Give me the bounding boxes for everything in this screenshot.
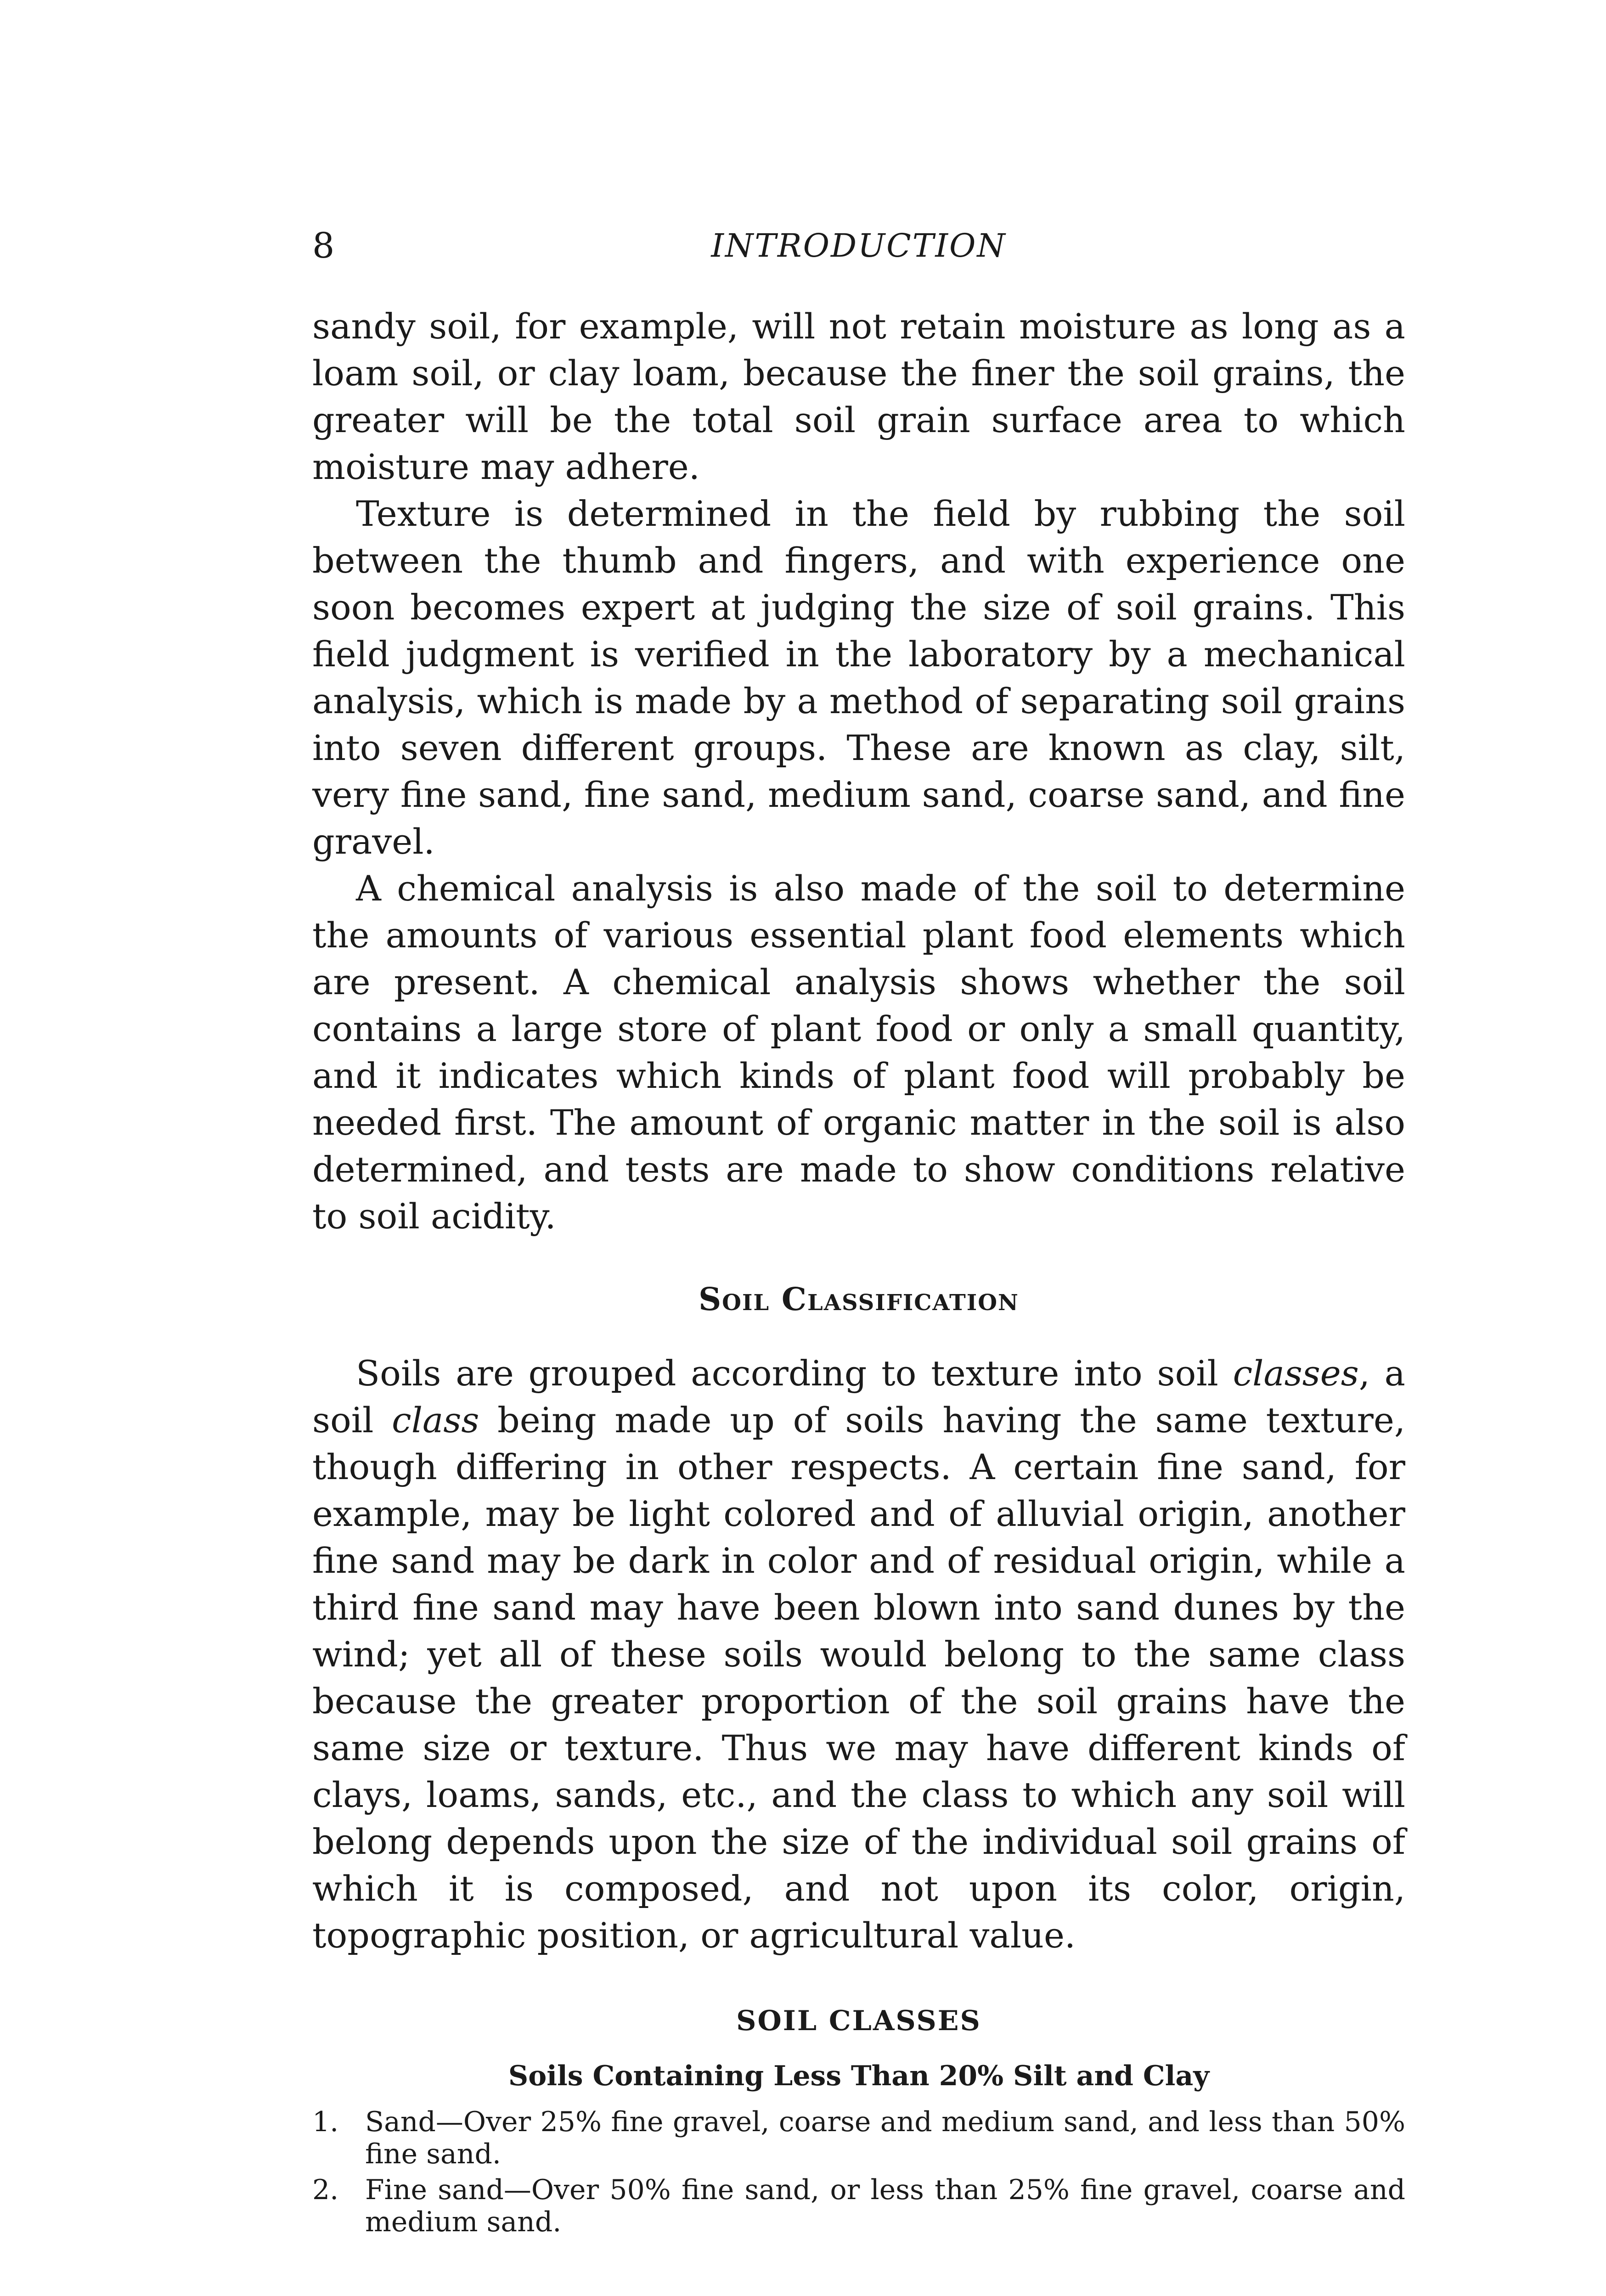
emphasis-classes: classes [1233,1353,1359,1394]
list-item-number: 1. [312,2106,339,2138]
list-item-text: Fine sand—Over 50% fine sand, or less than 25% fine gravel, coarse and medium sand. [365,2174,1405,2238]
page-body [312,303,1405,2242]
page-header [312,220,1405,271]
page-number: 8 [312,225,335,266]
paragraph-texture: Texture is determined in the field by rubbing the soil between the thumb and fingers, and with experience one soon becomes expert at judging the size of soil grains. This field judgment is verified in the laboratory by a mechanical analysis, which is made by a method of separating soil grains into seven different groups. These are known as clay, silt, very fine sand, fine sand, medium sand, coarse sand, and fine gravel. [312,493,1405,862]
text-segment: , a soil [312,1353,1405,1441]
text-segment: Soils are grouped according to texture into soil [356,1353,1233,1394]
paragraph-chemical-analysis: A chemical analysis is also made of the soil to determine the amounts of various essential plant food elements which are present. A chemical analysis shows whether the soil contains a large store of plant food or only a small quantity, and it indicates which kinds of plant food will probably be needed first. The amount of organic matter in the soil is also determined, and tests are made to show conditions relative to soil acidity. [312,868,1405,1237]
list-item-number: 2. [312,2174,339,2206]
list-item-text: Sand—Over 25% fine gravel, coarse and medium sand, and less than 50% fine sand. [365,2106,1405,2170]
soil-classes-list [312,2106,1405,2238]
paragraph-continued: sandy soil, for example, will not retain moisture as long as a loam soil, or clay loam, because the finer the soil grains, the greater will be the total soil grain surface area to which moisture may adhere. [312,306,1405,487]
running-head: INTRODUCTION [711,227,1007,264]
list-item [312,2106,1405,2170]
emphasis-class: class [392,1400,479,1441]
soil-classes-subheading: Soils Containing Less Than 20% Silt and Clay [508,2060,1210,2092]
paragraph-soil-classes [312,1350,1405,1959]
list-item [312,2174,1405,2238]
text-segment: being made up of soils having the same texture, though differing in other respects. A certain fine sand, for example, may be light colored and of alluvial origin, another fine sand may be dark in color and of residual origin, while a third fine sand may have been blown into sand dunes by the wind; yet all of these soils would belong to the same class because the greater proportion of the soil grains have the same size or texture. Thus we may have different kinds of clays, loams, sands, etc., and the class to which any soil will belong depends upon the size of the individual soil grains of which it is composed, and not upon its color, origin, topographic position, or agricultural value. [312,1400,1405,1956]
section-heading-soil-classification: Soil Classification [699,1281,1019,1318]
soil-classes-heading: SOIL CLASSES [736,2005,981,2037]
